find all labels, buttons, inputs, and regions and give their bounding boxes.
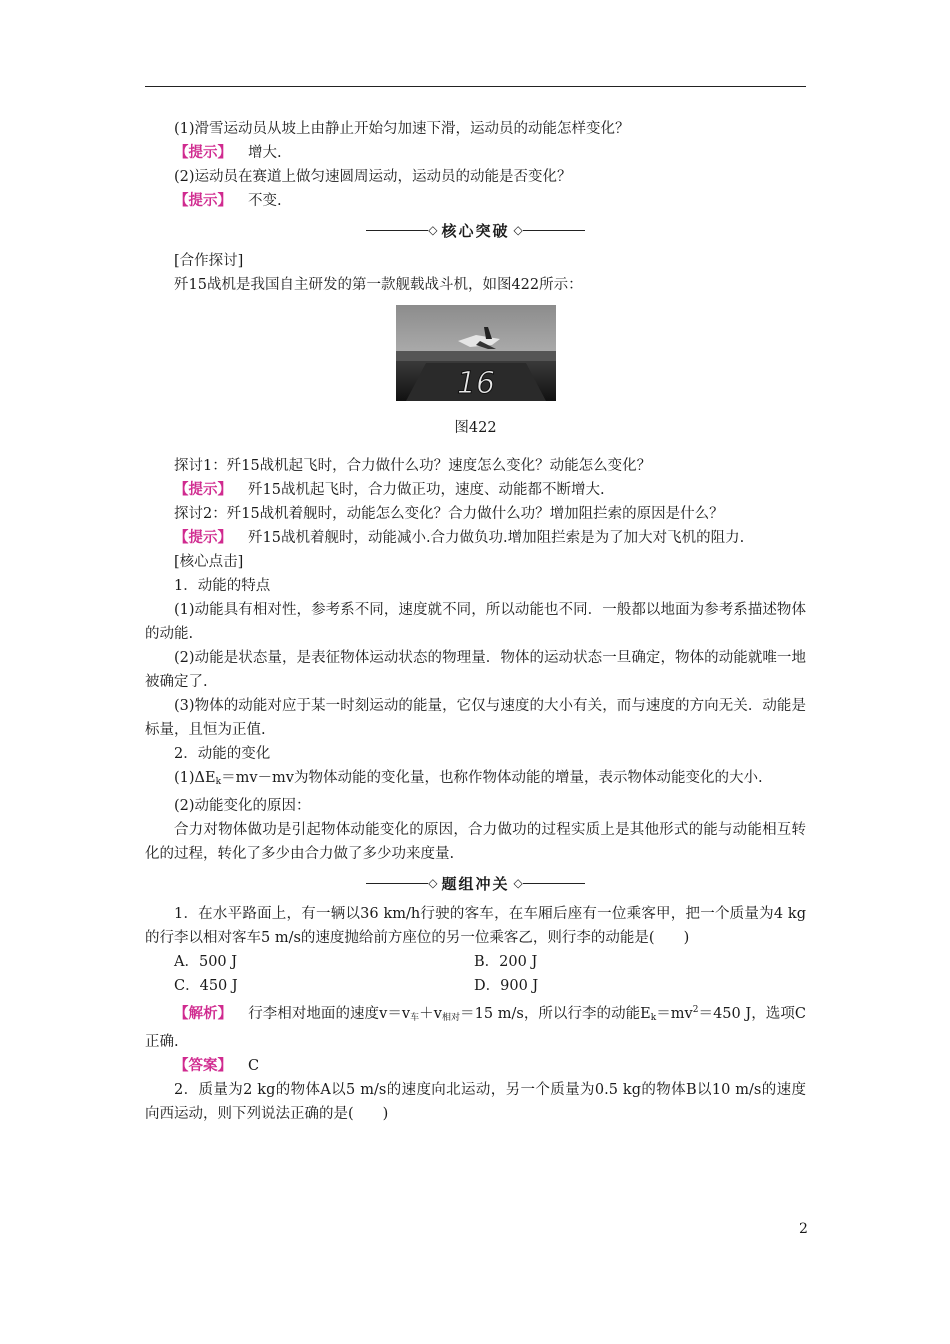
- page-content: [145, 117, 806, 1126]
- question-1: 1．在水平路面上，有一辆以36 km/h行驶的客车，在车厢后座有一位乘客甲，把一个质量为4 kg的行李以相对客车5 m/s的速度抛给前方座位的另一位乘客乙，则行李的动能是( ): [145, 906, 806, 946]
- subscript-relative: 相对: [441, 1012, 461, 1023]
- discussion-2: 探讨2：歼15战机着舰时，动能怎么变化？合力做什么功？增加阻拦索的原因是什么？: [174, 506, 724, 522]
- coop-intro: 歼15战机是我国自主研发的第一款舰载战斗机，如图422所示：: [174, 277, 583, 293]
- diamond-icon: ◇: [428, 876, 438, 890]
- point-1-3: (3)物体的动能对应于某一时刻运动的能量，它仅与速度的大小有关，而与速度的方向无关．动能是标量，且恒为正值.: [145, 698, 806, 738]
- question-2: 2．质量为2 kg的物体A以5 m/s的速度向北运动，另一个质量为0.5 kg的物体B以10 m/s的速度向西运动，则下列说法正确的是( ): [145, 1081, 806, 1122]
- question-1-analysis: [145, 998, 806, 1054]
- fighter-jet-photo: [396, 305, 556, 401]
- section-header-practice: [145, 867, 806, 899]
- point-1-2: (2)动能是状态量，是表征物体运动状态的物理量．物体的运动状态一旦确定，物体的动能就唯一地被确定了.: [145, 650, 806, 690]
- option-d: D．900 J: [474, 978, 539, 994]
- intro-question-2: (2)运动员在赛道上做匀速圆周运动，运动员的动能是否变化？: [174, 169, 572, 185]
- divider-line: [523, 883, 585, 884]
- analysis-label: 【解析】: [174, 1004, 233, 1022]
- intro-hint-2: [145, 189, 806, 213]
- diamond-icon: ◇: [513, 876, 523, 890]
- hull-number: 16: [456, 366, 495, 401]
- coop-title: [合作探讨]: [174, 253, 244, 269]
- analysis-text: ＝15 m/s，所以行李的动能E: [460, 1005, 651, 1022]
- question-1-options-row-2: [145, 974, 806, 998]
- subscript-k: k: [650, 1012, 657, 1023]
- hint-text: 不变.: [248, 193, 282, 209]
- option-a: A．500 J: [174, 954, 238, 970]
- formula-rest: ＝mv－mv为物体动能的变化量，也称作物体动能的增量，表示物体动能变化的大小.: [221, 770, 763, 786]
- option-b: B．200 J: [474, 954, 538, 970]
- figure-caption: 图422: [454, 419, 497, 436]
- point-2-1: [145, 766, 806, 794]
- point-1-heading: 1．动能的特点: [174, 578, 271, 594]
- header-rule: [145, 86, 806, 87]
- superscript-2: 2: [692, 1005, 699, 1015]
- point-2-2: (2)动能变化的原因：: [174, 798, 311, 814]
- discussion-2-hint: [145, 526, 806, 550]
- hint-label: 【提示】: [174, 144, 232, 161]
- hint-text: 歼15战机着舰时，动能减小.合力做负功.增加阻拦索是为了加大对飞机的阻力.: [248, 530, 745, 546]
- hint-text: 增大.: [248, 145, 282, 161]
- page-number: 2: [799, 1221, 808, 1237]
- answer-label: 【答案】: [174, 1056, 232, 1074]
- question-1-options-row-1: [145, 950, 806, 974]
- option-c: C．450 J: [174, 978, 238, 994]
- diamond-icon: ◇: [513, 223, 523, 237]
- section-title: 题组冲关: [441, 874, 510, 893]
- fighter-jet-image: [396, 305, 556, 401]
- hint-label: 【提示】: [174, 192, 232, 209]
- divider-line: [366, 883, 428, 884]
- core-title: [核心点击]: [174, 554, 244, 570]
- analysis-text: 行李相对地面的速度v＝v: [248, 1005, 411, 1022]
- divider-line: [523, 230, 585, 231]
- hint-label: 【提示】: [174, 529, 232, 546]
- question-1-answer: [145, 1054, 806, 1078]
- subscript-car: 车: [410, 1012, 420, 1023]
- hint-text: 歼15战机起飞时，合力做正功，速度、动能都不断增大.: [248, 482, 605, 498]
- divider-line: [366, 230, 428, 231]
- formula-subscript: k: [215, 777, 222, 787]
- analysis-text: ＋v: [419, 1005, 442, 1022]
- section-title: 核心突破: [441, 221, 510, 240]
- discussion-1: 探讨1：歼15战机起飞时，合力做什么功？速度怎么变化？动能怎么变化？: [174, 458, 652, 474]
- answer-text: C: [248, 1057, 260, 1074]
- point-1-1: (1)动能具有相对性，参考系不同，速度就不同，所以动能也不同．一般都以地面为参考系描述物体的动能.: [145, 602, 806, 642]
- hint-label: 【提示】: [174, 481, 232, 498]
- intro-question-1: (1)滑雪运动员从坡上由静止开始匀加速下滑，运动员的动能怎样变化？: [174, 121, 630, 137]
- formula-part: (1)ΔE: [174, 770, 216, 786]
- intro-hint-1: [145, 141, 806, 165]
- analysis-text: ＝450 J，选项C正确.: [145, 1005, 806, 1050]
- analysis-text: ＝mv: [656, 1005, 693, 1022]
- point-2-3: 合力对物体做功是引起物体动能变化的原因，合力做功的过程实质上是其他形式的能与动能相互转化的过程，转化了多少由合力做了多少功来度量.: [145, 822, 806, 862]
- section-header-core: [145, 214, 806, 246]
- diamond-icon: ◇: [428, 223, 438, 237]
- point-2-heading: 2．动能的变化: [174, 746, 271, 762]
- discussion-1-hint: [145, 478, 806, 502]
